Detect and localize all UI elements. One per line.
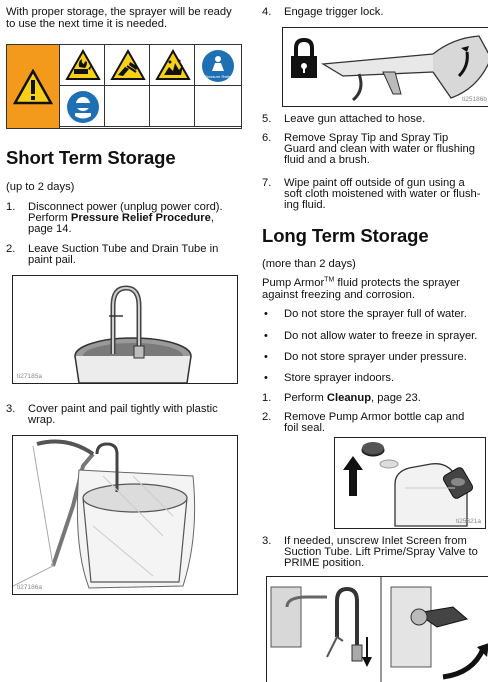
- figure-pail-wrapped: [12, 435, 238, 595]
- step-number: 6.: [262, 132, 272, 144]
- step-6-line-2: Guard and clean with water or flushing: [284, 143, 475, 155]
- step-number: 2.: [262, 411, 272, 423]
- spray-gun-lock-illustration: [283, 28, 488, 106]
- figure-trigger-lock: [282, 27, 488, 107]
- figure-pump-armor-bottle: [334, 437, 486, 529]
- bullet-dot: •: [264, 330, 268, 342]
- intro-line-1: With proper storage, the sprayer will be ready: [6, 6, 232, 18]
- long-step-2: [262, 411, 488, 437]
- pump-armor-intro-line-2: against freezing and corrosion.: [262, 289, 415, 301]
- pump-armor-name: Pump Armor: [262, 277, 325, 289]
- long-step-3-line-3: PRIME position.: [284, 557, 365, 569]
- empty-cell-3: [195, 86, 241, 127]
- pump-armor-intro-line-1: [262, 277, 460, 290]
- explosion-icon: [155, 49, 191, 81]
- step-2-line-1: Leave Suction Tube and Drain Tube in: [28, 243, 219, 255]
- bullet-item: [262, 372, 488, 386]
- step-1-comma: ,: [210, 212, 214, 224]
- long-step-3-line-2: Suction Tube. Lift Prime/Spray Valve to: [284, 546, 478, 558]
- right-column: [262, 0, 488, 682]
- step-3-line-1: Cover paint and pail tightly with plastic: [28, 403, 218, 415]
- empty-cell-2: [150, 86, 195, 127]
- step-number: 2.: [6, 243, 16, 255]
- warning-table: [6, 44, 242, 129]
- step-7-line-2: soft cloth moistened with water or flush-: [284, 188, 481, 200]
- bullet-dot: •: [264, 308, 268, 320]
- figure-suction-tube-in-pail: [12, 275, 238, 384]
- step-1-line-3: page 14.: [28, 223, 72, 235]
- figure-id-label: ti27185a: [17, 373, 42, 380]
- injection-hazard-cell: [105, 45, 150, 86]
- bullet-text: Do not allow water to freeze in sprayer.: [284, 330, 478, 342]
- bullet-item: [262, 330, 488, 344]
- page-ref: , page 23.: [371, 392, 421, 404]
- step-6: [262, 132, 488, 170]
- long-step-2-line-1: Remove Pump Armor bottle cap and: [284, 411, 465, 423]
- warning-header-cell: [7, 45, 60, 128]
- step-number: 3.: [262, 535, 272, 547]
- step-5-text: Leave gun attached to hose.: [284, 113, 426, 125]
- explosion-hazard-cell: [150, 45, 195, 86]
- bullet-text: Store sprayer indoors.: [284, 372, 395, 384]
- pail-wrapped-illustration: [13, 436, 237, 594]
- step-3-line-2: wrap.: [28, 414, 56, 426]
- step-1-perform: Perform: [28, 212, 71, 224]
- bullet-dot: •: [264, 351, 268, 363]
- cleanup-ref: Cleanup: [326, 392, 372, 404]
- figure-id-label: ti25321a: [456, 518, 481, 525]
- pressure-relief-badge-text: Pressure Relief: [204, 74, 232, 79]
- figure-inlet-screen-prime: [266, 576, 488, 682]
- inlet-prime-illustration: [267, 577, 488, 682]
- short-step-1: [6, 201, 242, 241]
- pressure-relief-icon: [200, 49, 236, 83]
- warning-icon: [13, 69, 53, 105]
- step-7-line-1: Wipe paint off outside of gun using a: [284, 177, 465, 189]
- bullet-text: Do not store sprayer under pressure.: [284, 351, 467, 363]
- step-6-line-1: Remove Spray Tip and Spray Tip: [284, 132, 449, 144]
- safety-glasses-cell: [60, 86, 105, 127]
- perform-text: Perform: [284, 392, 327, 404]
- step-number: 1.: [6, 201, 16, 213]
- empty-cell-1: [105, 86, 150, 127]
- step-5: [262, 113, 488, 127]
- step-number: 7.: [262, 177, 272, 189]
- bottle-cap-illustration: [335, 438, 485, 528]
- step-6-line-3: fluid and a brush.: [284, 154, 370, 166]
- step-number: 3.: [6, 403, 16, 415]
- figure-id-label: ti27186a: [17, 584, 42, 591]
- bullet-text: Do not store the sprayer full of water.: [284, 308, 467, 320]
- bullet-dot: •: [264, 372, 268, 384]
- fire-icon: [65, 49, 101, 81]
- step-1-line-1: Disconnect power (unplug power cord).: [28, 201, 223, 213]
- step-number: 1.: [262, 392, 272, 404]
- step-7-line-3: ing fluid.: [284, 199, 326, 211]
- long-step-3: [262, 535, 488, 573]
- step-7: [262, 177, 488, 215]
- step-4-trigger-lock: [262, 6, 488, 20]
- bullet-item: [262, 351, 488, 365]
- pump-armor-rest: fluid protects the sprayer: [334, 277, 460, 289]
- safety-glasses-icon: [65, 90, 101, 124]
- short-term-subheading: (up to 2 days): [6, 181, 75, 193]
- short-term-heading: Short Term Storage: [6, 147, 176, 168]
- lock-icon: [291, 40, 317, 78]
- step-4-text: Engage trigger lock.: [284, 6, 384, 18]
- fire-hazard-cell: [60, 45, 105, 86]
- short-step-3: [6, 403, 242, 429]
- short-step-2: [6, 243, 242, 269]
- long-step-1: [262, 392, 488, 406]
- long-term-heading: Long Term Storage: [262, 225, 429, 246]
- bullet-item: [262, 308, 488, 322]
- long-step-3-line-1: If needed, unscrew Inlet Screen from: [284, 535, 467, 547]
- step-2-line-2: paint pail.: [28, 254, 76, 266]
- pressure-relief-cell: [195, 45, 241, 86]
- long-term-subheading: (more than 2 days): [262, 258, 356, 270]
- step-number: 5.: [262, 113, 272, 125]
- left-column: [6, 0, 242, 682]
- figure-id-label: ti25186b: [462, 96, 487, 103]
- long-step-2-line-2: foil seal.: [284, 422, 326, 434]
- step-number: 4.: [262, 6, 272, 18]
- trademark-mark: TM: [324, 276, 335, 284]
- long-step-1-text: [284, 392, 488, 405]
- pressure-relief-procedure-ref: Pressure Relief Procedure: [70, 212, 211, 224]
- pail-suction-illustration: [13, 276, 237, 383]
- skin-injection-icon: [110, 49, 146, 81]
- intro-line-2: to use the next time it is needed.: [6, 18, 168, 30]
